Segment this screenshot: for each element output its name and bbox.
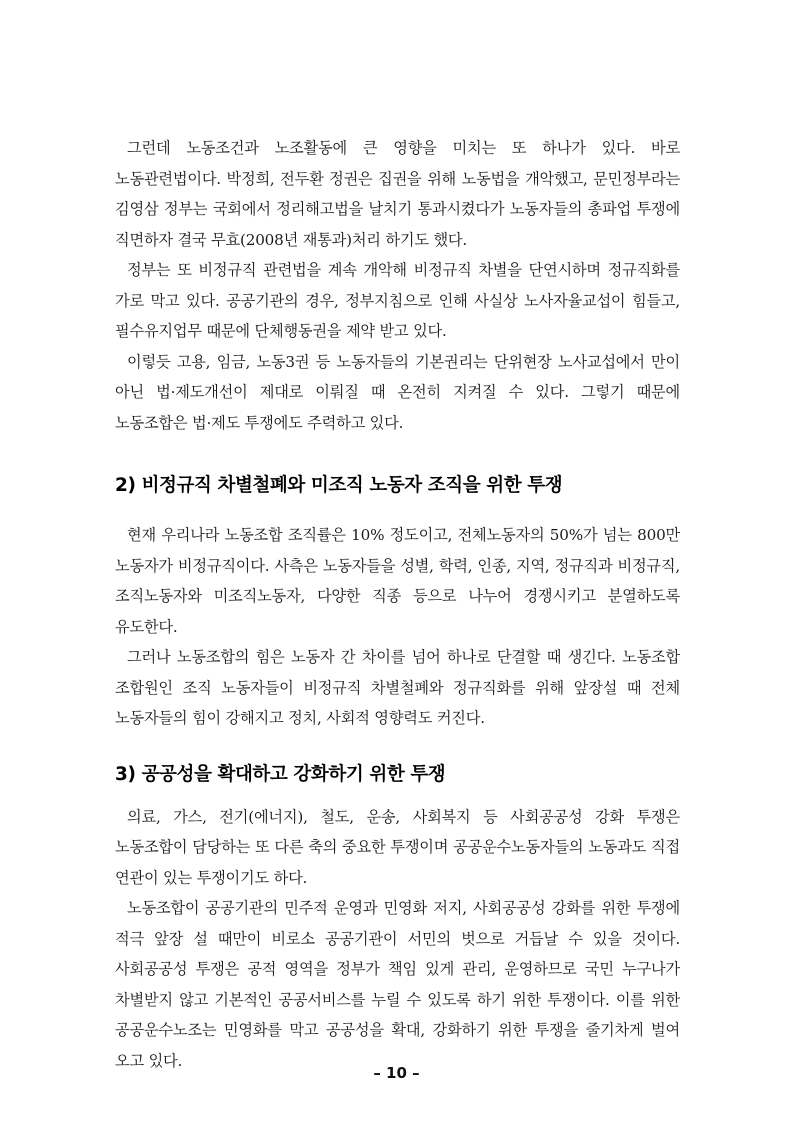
section-heading: 2) 비정규직 차별철폐와 미조직 노동자 조직을 위한 투쟁 [115,475,563,496]
paragraph: 현재 우리나라 노동조합 조직률은 10% 정도이고, 전체노동자의 50%가 넘는 800만 노동자가 비정규직이다. 사측은 노동자들을 성별, 학력, 인종, 지역, 정규직과 비정규직, 조직노동자와 미조직노동자, 다양한 직종 등으로 나누어 경쟁시키고 분열하도록 유도한다. [115,526,680,636]
section-3 [115,760,680,1077]
paragraph: 의료, 가스, 전기(에너지), 철도, 운송, 사회복지 등 사회공공성 강화 투쟁은 노동조합이 담당하는 또 다른 축의 중요한 투쟁이며 공공운수노동자들의 노동과도 직접 연관이 있는 투쟁이기도 하다. [115,807,680,887]
document-body [115,133,680,1076]
paragraph: 그러나 노동조합의 힘은 노동자 간 차이를 넘어 하나로 단결할 때 생긴다. 노동조합 조합원인 조직 노동자들이 비정규직 차별철폐와 정규직화를 위해 앞장설 때 전체 노동자들의 힘이 강해지고 정치, 사회적 영향력도 커진다. [115,648,680,727]
paragraph: 노동조합이 공공기관의 민주적 운영과 민영화 저지, 사회공공성 강화를 위한 투쟁에 적극 앞장 설 때만이 비로소 공공기관이 서민의 벗으로 거듭날 수 있을 것이다. 사회공공성 투쟁은 공적 영역을 정부가 책임 있게 관리, 운영하므로 국민 누구나가 차별받지 않고 기본적인 공공서비스를 누릴 수 있도록 하기 위한 투쟁이다. 이를 위한 공공운수노조는 민영화를 막고 공공성을 확대, 강화하기 위한 투쟁을 줄기차게 벌여 오고 있다. [115,899,680,1070]
page-number: – 10 – [373,1064,420,1082]
paragraph: 그런데 노동조건과 노조활동에 큰 영향을 미치는 또 하나가 있다. 바로 노동관련법이다. 박정희, 전두환 정권은 집권을 위해 노동법을 개악했고, 문민정부라는 김영삼 정부는 국회에서 정리해고법을 날치기 통과시켰다가 노동자들의 총파업 투쟁에 직면하자 결국 무효(2008년 재통과)처리 하기도 했다. [115,139,680,249]
section-heading: 3) 공공성을 확대하고 강화하기 위한 투쟁 [115,763,446,785]
paragraph: 이렇듯 고용, 임금, 노동3권 등 노동자들의 기본권리는 단위현장 노사교섭에서 만이 아닌 법·제도개선이 제대로 이뤄질 때 온전히 지켜질 수 있다. 그렇기 때문에 노동조합은 법·제도 투쟁에도 주력하고 있다. [115,352,680,432]
section-2 [115,471,680,734]
intro-section [115,133,680,438]
paragraph: 정부는 또 비정규직 관련법을 계속 개악해 비정규직 차별을 단연시하며 정규직화를 가로 막고 있다. 공공기관의 경우, 정부지침으로 인해 사실상 노사자율교섭이 힘들고, 필수유지업무 때문에 단체행동권을 제약 받고 있다. [115,261,680,340]
